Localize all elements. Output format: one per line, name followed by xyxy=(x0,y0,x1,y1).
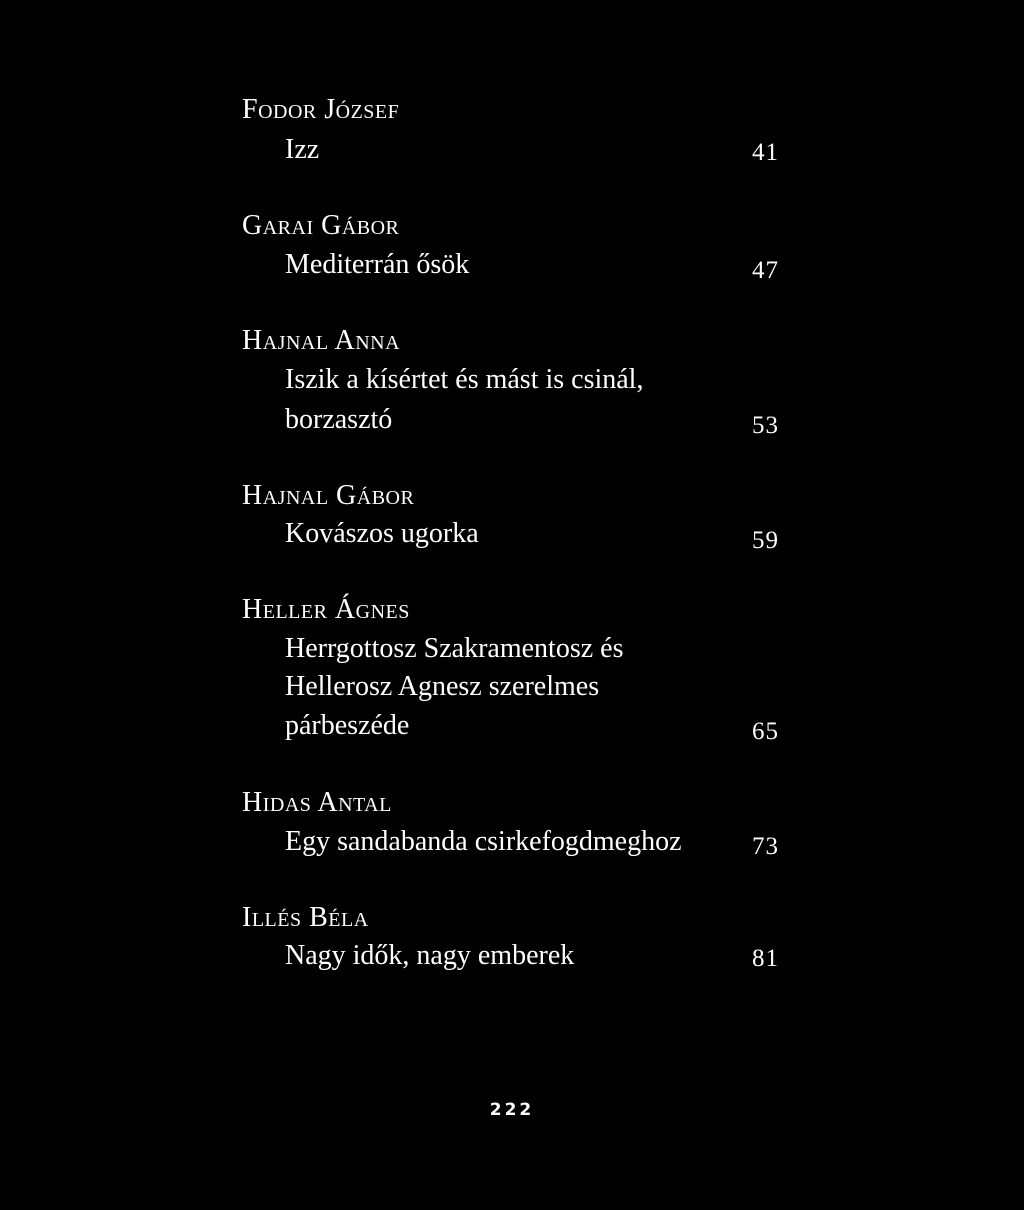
author-name: Illés Béla xyxy=(242,902,369,933)
entry-title: Mediterrán ősök xyxy=(285,249,470,280)
author-name: Fodor József xyxy=(242,94,400,125)
entry-title: Nagy idők, nagy emberek xyxy=(285,940,575,971)
author-name: Hajnal Anna xyxy=(242,325,401,356)
entry-title: Izz xyxy=(285,134,320,165)
page-number: 59 xyxy=(752,527,779,554)
entry-title: Herrgottosz Szakramentosz és xyxy=(285,633,624,664)
author-name: Garai Gábor xyxy=(242,210,400,241)
page-number: 81 xyxy=(752,945,779,972)
entry-title: Iszik a kísértet és mást is csinál, xyxy=(285,364,644,395)
author-name: Hidas Antal xyxy=(242,787,392,818)
page-number: 41 xyxy=(752,139,779,166)
entry-title: borzasztó xyxy=(285,404,393,435)
entry-title: Kovászos ugorka xyxy=(285,518,479,549)
author-name: Heller Ágnes xyxy=(242,594,410,625)
page-number: 65 xyxy=(752,718,779,745)
page-number: 73 xyxy=(752,833,779,860)
entry-title: Egy sandabanda csirkefogdmeghoz xyxy=(285,826,682,857)
entry-title: párbeszéde xyxy=(285,710,410,741)
page-number: 47 xyxy=(752,257,779,284)
folio-page-number: 222 xyxy=(489,1100,535,1120)
page-number: 53 xyxy=(752,412,779,439)
entry-title: Hellerosz Agnesz szerelmes xyxy=(285,671,600,702)
author-name: Hajnal Gábor xyxy=(242,480,415,511)
